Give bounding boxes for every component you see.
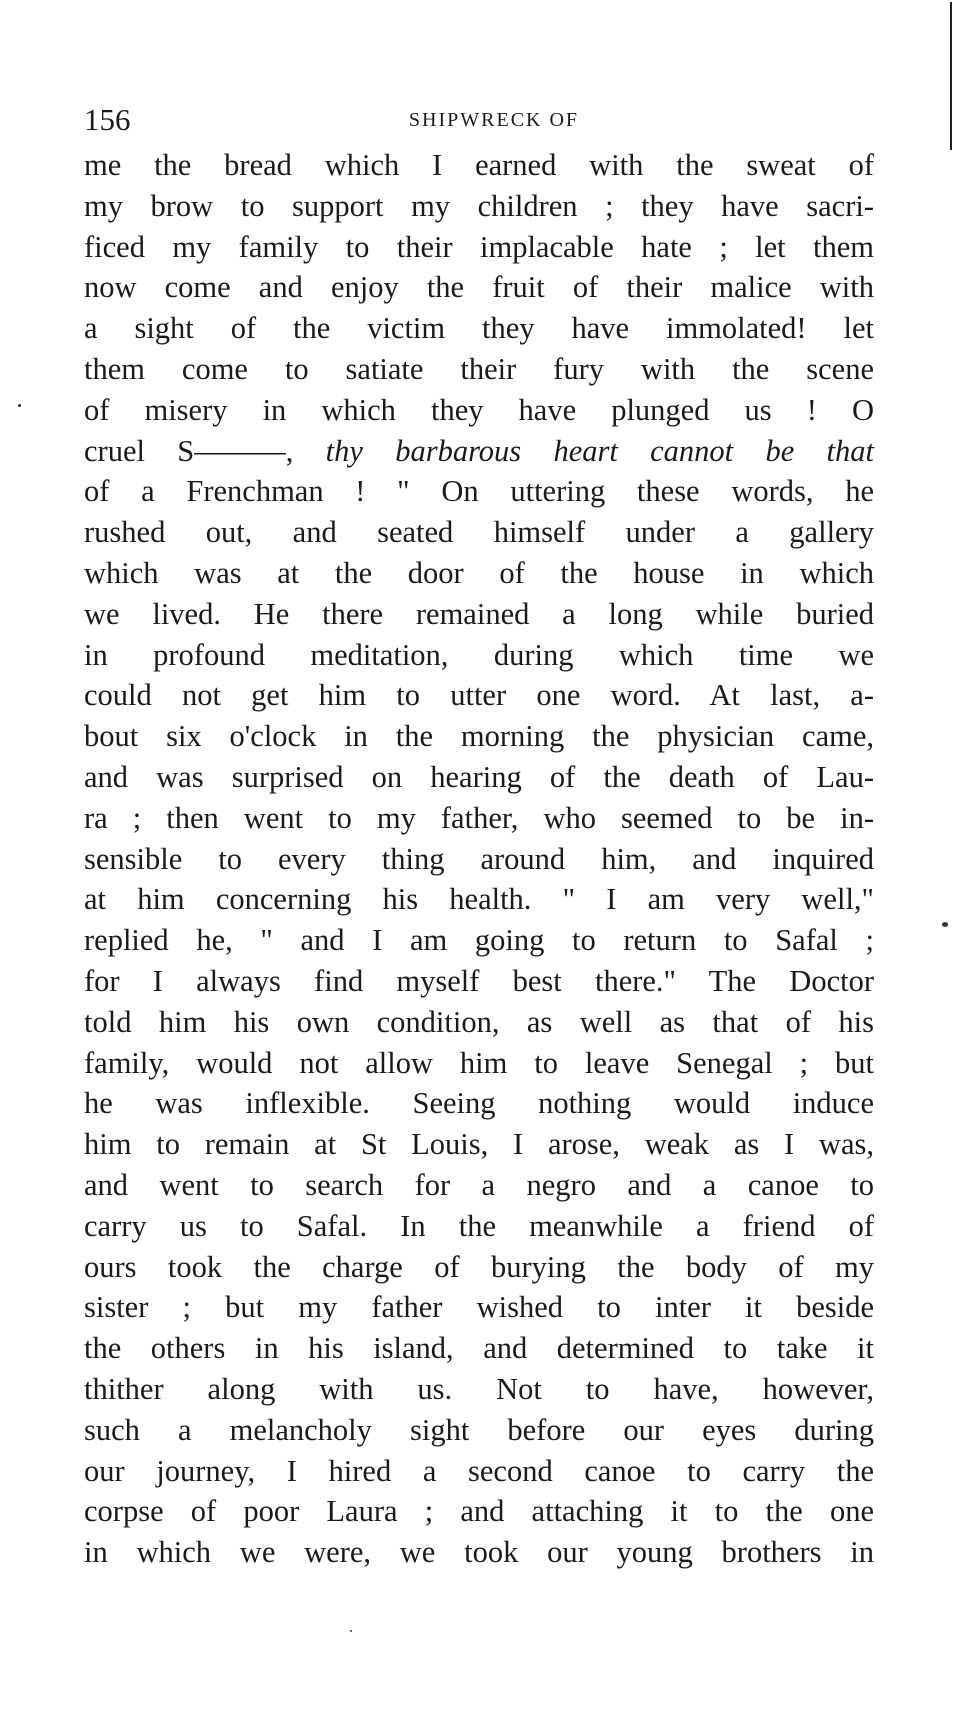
scan-speck (350, 1630, 352, 1632)
text-line: my brow to support my children ; they have sacri- (84, 188, 874, 223)
text-line: and went to search for a negro and a canoe to (84, 1167, 874, 1202)
running-title: SHIPWRECK OF (408, 109, 580, 131)
text-line: could not get him to utter one word. At last, a- (84, 678, 874, 713)
text-line: ra ; then went to my father, who seemed to be in- (84, 800, 874, 835)
text-line: a sight of the victim they have immolated! let (84, 311, 874, 346)
text-line: family, would not allow him to leave Senegal ; but (84, 1045, 874, 1080)
text-line: of a Frenchman ! " On uttering these words, he (84, 474, 874, 509)
body-text (84, 145, 874, 1573)
text-line: them come to satiate their fury with the scene (84, 351, 874, 386)
text-line: me the bread which I earned with the sweat of (84, 148, 874, 182)
scan-speck (942, 922, 948, 927)
text-line: the others in his island, and determined to take it (84, 1331, 874, 1366)
text-line-italic (84, 431, 874, 472)
text-line: bout six o'clock in the morning the physician came, (84, 719, 874, 754)
text-line: and was surprised on hearing of the death of Lau- (84, 759, 874, 794)
text-line: ficed my family to their implacable hate ; let them (84, 229, 874, 264)
text-line: thither along with us. Not to have, however, (84, 1371, 874, 1406)
text-line: replied he, " and I am going to return to Safal ; (84, 923, 874, 958)
text-run: cruel S———, (84, 433, 326, 468)
text-line: in profound meditation, during which time we (84, 637, 874, 672)
text-line: we lived. He there remained a long while buried (84, 596, 874, 631)
page-number: 156 (84, 102, 131, 137)
text-line: at him concerning his health. " I am very well," (84, 882, 874, 917)
text-line: in which we were, we took our young brothers in (84, 1535, 874, 1570)
text-line: which was at the door of the house in which (84, 555, 874, 590)
text-line: sister ; but my father wished to inter it beside (84, 1290, 874, 1325)
text-line: ours took the charge of burying the body of my (84, 1249, 874, 1284)
text-line: for I always find myself best there." The Doctor (84, 963, 874, 998)
text-line: he was inflexible. Seeing nothing would induce (84, 1086, 874, 1121)
text-line: corpse of poor Laura ; and attaching it to the one (84, 1494, 874, 1529)
text-line: now come and enjoy the fruit of their malice with (84, 270, 874, 305)
text-line: such a melancholy sight before our eyes during (84, 1412, 874, 1447)
scan-speck (18, 404, 21, 407)
text-line: rushed out, and seated himself under a gallery (84, 515, 874, 550)
page-header (84, 100, 874, 140)
text-line: our journey, I hired a second canoe to carry the (84, 1453, 874, 1488)
text-line: carry us to Safal. In the meanwhile a friend of (84, 1208, 874, 1243)
scan-edge-rule (950, 2, 952, 150)
italic-run: thy barbarous heart cannot be that (325, 433, 874, 468)
text-line: told him his own condition, as well as that of his (84, 1004, 874, 1039)
text-line: him to remain at St Louis, I arose, weak as I was, (84, 1127, 874, 1162)
text-line: sensible to every thing around him, and inquired (84, 841, 874, 876)
text-line: of misery in which they have plunged us ! O (84, 392, 874, 427)
